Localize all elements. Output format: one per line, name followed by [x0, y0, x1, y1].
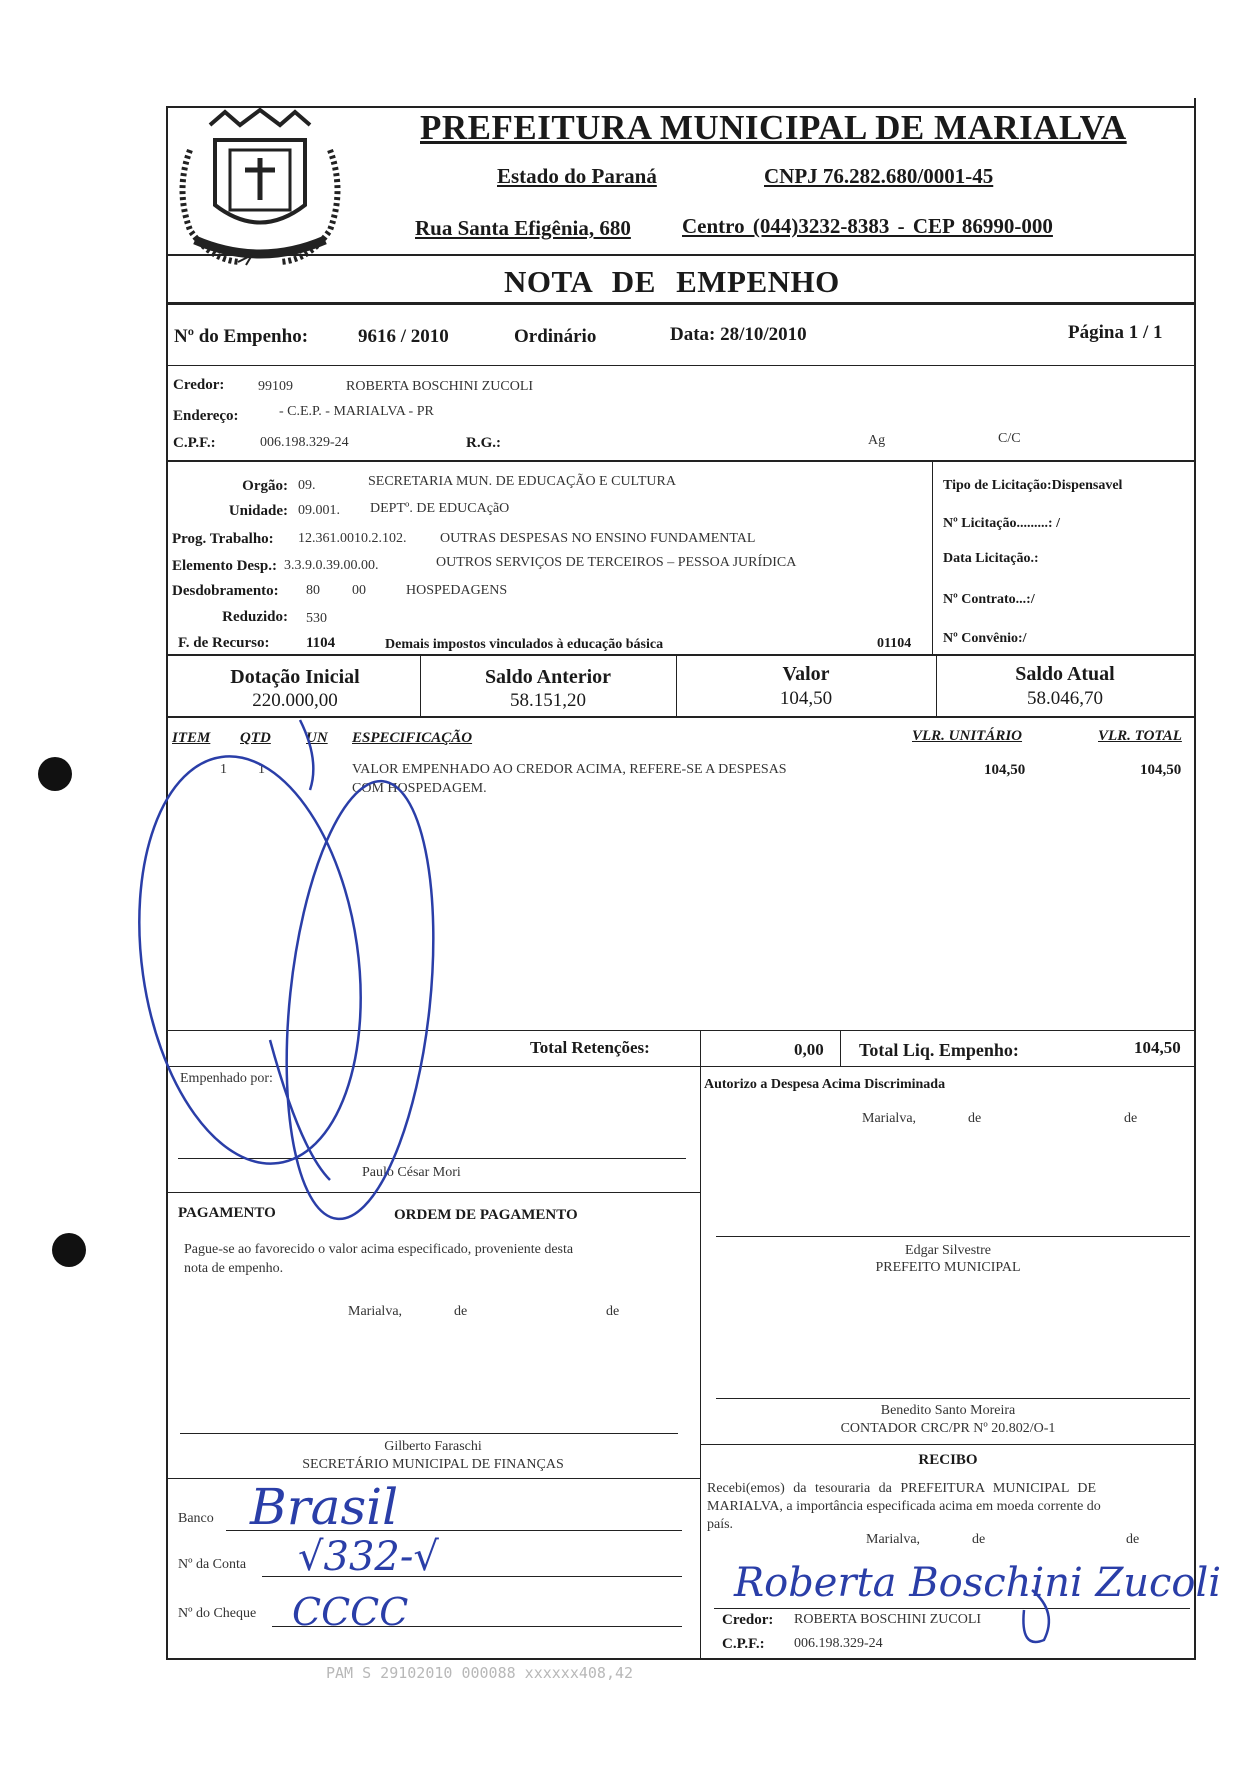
pagamento-de1: de — [454, 1304, 468, 1319]
autorizo-city: Marialva, — [862, 1111, 917, 1126]
recibo-cpf-value: 006.198.329-24 — [794, 1636, 883, 1651]
cpf-value: 006.198.329-24 — [260, 435, 349, 450]
valor-label: Valor — [782, 663, 830, 685]
recibo-text-line2: MARIALVA, a importância especificada acima em moeda corrente do — [707, 1499, 1101, 1514]
prefeito-signature-line — [716, 1236, 1190, 1237]
empenhado-label: Empenhado por: — [180, 1071, 273, 1086]
desdobramento-a: 80 — [306, 583, 320, 598]
orgao-code: 09. — [298, 478, 316, 493]
prefeito-name: Edgar Silvestre — [905, 1243, 991, 1258]
recibo-text-line3: país. — [707, 1517, 734, 1532]
prog-label: Prog. Trabalho: — [172, 531, 274, 547]
reduzido-label: Reduzido: — [222, 609, 288, 625]
empenhado-signature-line — [178, 1158, 686, 1159]
recibo-title: RECIBO — [918, 1452, 978, 1468]
banco-handwritten-value: Brasil — [250, 1478, 399, 1536]
numero-convenio: Nº Convênio:/ — [943, 631, 1027, 646]
banco-label: Banco — [178, 1511, 214, 1526]
empenho-number-label: Nº do Empenho: — [174, 326, 309, 347]
empenho-number: 9616 / 2010 — [358, 326, 449, 347]
item-description-line1: VALOR EMPENHADO AO CREDOR ACIMA, REFERE-SE A DESPESAS — [352, 762, 787, 777]
page-number: Página 1 / 1 — [1068, 322, 1163, 343]
empenho-type: Ordinário — [514, 326, 597, 347]
item-total-value: 104,50 — [1140, 762, 1182, 778]
cheque-handwritten-value: CCCC — [292, 1590, 409, 1634]
recibo-cpf-label: C.P.F.: — [722, 1636, 765, 1652]
credor-name: ROBERTA BOSCHINI ZUCOLI — [346, 379, 534, 394]
contador-role: CONTADOR CRC/PR Nº 20.802/O-1 — [840, 1421, 1056, 1436]
recibo-credor-name: ROBERTA BOSCHINI ZUCOLI — [794, 1612, 982, 1627]
pagamento-text-line1: Pague-se ao favorecido o valor acima especificado, proveniente desta — [184, 1242, 574, 1257]
elemento-name: OUTROS SERVIÇOS DE TERCEIROS – PESSOA JURÍDICA — [436, 555, 797, 570]
prog-code: 12.361.0010.2.102. — [298, 531, 407, 546]
conta-label: Nº da Conta — [178, 1557, 247, 1572]
fonte-label: F. de Recurso: — [178, 635, 270, 651]
recibo-text-line1: Recebi(emos) da tesouraria da PREFEITURA MUNICIPAL DE — [707, 1481, 1097, 1496]
rg-label: R.G.: — [466, 435, 501, 451]
saldo-anterior-label: Saldo Anterior — [484, 666, 612, 688]
secretario-name: Gilberto Faraschi — [384, 1439, 482, 1454]
credor-label: Credor: — [173, 377, 225, 393]
retencoes-value: 0,00 — [794, 1040, 824, 1059]
numero-contrato: Nº Contrato...:/ — [943, 592, 1035, 607]
fonte-name: Demais impostos vinculados à educação básica — [385, 637, 664, 652]
dotacao-label: Dotação Inicial — [230, 666, 360, 688]
secretario-role: SECRETÁRIO MUNICIPAL DE FINANÇAS — [302, 1457, 564, 1472]
reduzido-value: 530 — [306, 611, 327, 626]
liquido-value: 104,50 — [1134, 1038, 1181, 1057]
dotacao-value: 220.000,00 — [252, 690, 338, 711]
ag-label: Ag — [868, 433, 886, 448]
ordem-title: ORDEM DE PAGAMENTO — [394, 1207, 578, 1223]
credor-signature-line — [714, 1608, 1190, 1609]
desdobramento-b: 00 — [352, 583, 366, 598]
saldo-atual-label: Saldo Atual — [1015, 663, 1115, 685]
footer-machine-stamp: PAM S 29102010 000088 xxxxxx408,42 — [326, 1664, 634, 1682]
retencoes-label: Total Retenções: — [530, 1038, 650, 1057]
municipality-title: PREFEITURA MUNICIPAL DE MARIALVA — [420, 108, 1127, 147]
recibo-de2: de — [1126, 1532, 1140, 1547]
valor-value: 104,50 — [779, 688, 833, 709]
contador-name: Benedito Santo Moreira — [880, 1403, 1016, 1418]
empenhado-name: Paulo César Mori — [362, 1165, 461, 1180]
tipo-licitacao: Tipo de Licitação:Dispensavel — [943, 478, 1123, 493]
data-licitacao: Data Licitação.: — [943, 551, 1039, 566]
col-item-header: ITEM — [172, 730, 211, 746]
secretario-signature-line — [180, 1433, 678, 1434]
autorizo-title: Autorizo a Despesa Acima Discriminada — [704, 1077, 946, 1092]
pagamento-title: PAGAMENTO — [178, 1205, 276, 1221]
cc-label: C/C — [998, 431, 1021, 446]
document-title: NOTA DE EMPENHO — [504, 264, 840, 299]
col-vlr-total-header: VLR. TOTAL — [1098, 728, 1182, 744]
item-number: 1 — [220, 762, 227, 777]
state-label: Estado do Paraná — [497, 164, 657, 188]
recibo-de1: de — [972, 1532, 986, 1547]
col-vlr-unitario-header: VLR. UNITÁRIO — [912, 728, 1023, 744]
item-qtd: 1 — [258, 762, 265, 777]
cpf-label: C.P.F.: — [173, 435, 216, 451]
item-unit-value: 104,50 — [984, 762, 1026, 778]
liquido-label: Total Liq. Empenho: — [859, 1040, 1019, 1060]
cnpj-label: CNPJ 76.282.680/0001-45 — [764, 164, 994, 188]
contador-signature-line — [716, 1398, 1190, 1399]
endereco-label: Endereço: — [173, 408, 239, 424]
recibo-credor-label: Credor: — [722, 1612, 774, 1628]
saldo-atual-value: 58.046,70 — [1027, 688, 1103, 709]
elemento-code: 3.3.9.0.39.00.00. — [284, 558, 379, 573]
endereco-value: - C.E.P. - MARIALVA - PR — [279, 404, 434, 419]
unidade-name: DEPTº. DE EDUCAçãO — [370, 501, 510, 516]
item-description-line2: COM HOSPEDAGEM. — [352, 781, 487, 796]
pagamento-de2: de — [606, 1304, 620, 1319]
col-un-header: UN — [306, 730, 328, 746]
desdobramento-name: HOSPEDAGENS — [406, 583, 508, 598]
col-especificacao-header: ESPECIFICAÇÃO — [352, 730, 473, 746]
credor-code: 99109 — [258, 379, 293, 394]
address-label: Rua Santa Efigênia, 680 — [415, 216, 631, 240]
recibo-city: Marialva, — [866, 1532, 921, 1547]
autorizo-de1: de — [968, 1111, 982, 1126]
cheque-label: Nº do Cheque — [178, 1606, 257, 1621]
prefeito-role: PREFEITO MUNICIPAL — [875, 1260, 1021, 1275]
col-qtd-header: QTD — [240, 730, 271, 746]
pagamento-city: Marialva, — [348, 1304, 403, 1319]
contact-label: Centro (044)3232-8383 - CEP 86990-000 — [682, 214, 1053, 238]
prog-name: OUTRAS DESPESAS NO ENSINO FUNDAMENTAL — [440, 531, 756, 546]
autorizo-de2: de — [1124, 1111, 1138, 1126]
pagamento-text-line2: nota de empenho. — [184, 1261, 284, 1276]
numero-licitacao: Nº Licitação.........: / — [943, 516, 1060, 531]
unidade-label: Unidade: — [228, 503, 288, 519]
credor-signature: Roberta Boschini Zucoli — [734, 1560, 1222, 1606]
empenho-date: Data: 28/10/2010 — [670, 324, 807, 345]
fonte-value: 1104 — [306, 635, 336, 651]
orgao-name: SECRETARIA MUN. DE EDUCAÇÃO E CULTURA — [368, 474, 676, 489]
unidade-code: 09.001. — [298, 503, 340, 518]
elemento-label: Elemento Desp.: — [172, 558, 277, 574]
fonte-code: 01104 — [877, 636, 912, 651]
orgao-label: Orgão: — [242, 478, 288, 494]
conta-handwritten-value: √332-√ — [298, 1534, 439, 1580]
saldo-anterior-value: 58.151,20 — [510, 690, 586, 711]
desdobramento-label: Desdobramento: — [172, 583, 279, 599]
